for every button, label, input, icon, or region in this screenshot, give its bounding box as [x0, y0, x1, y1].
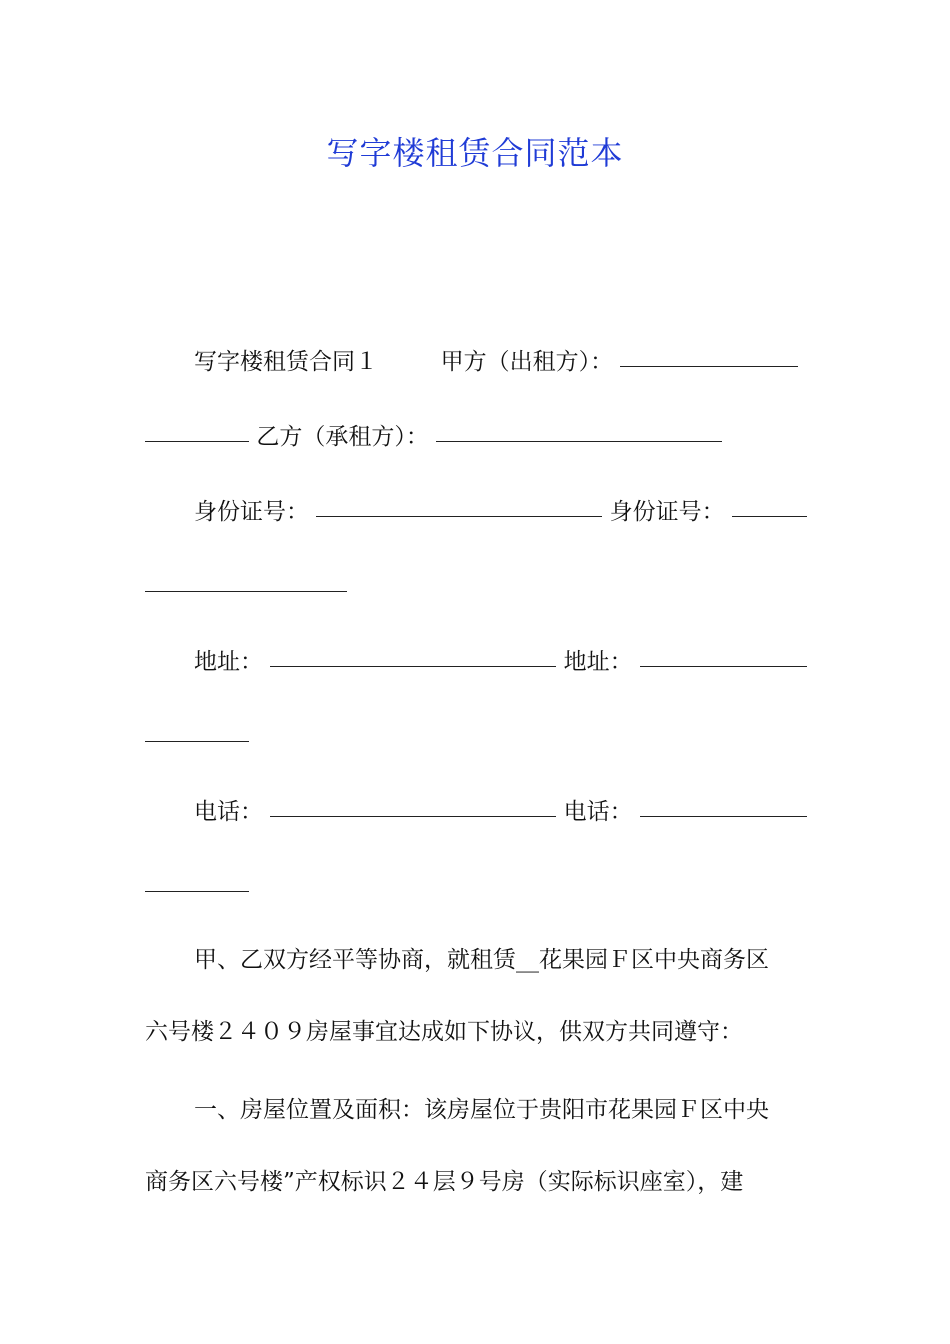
address-label-a: 地址： [194, 649, 263, 675]
id-label-b: 身份证号： [609, 499, 725, 525]
party-b-line [145, 415, 807, 455]
id-blank-b[interactable] [732, 490, 807, 517]
phone-label-a: 电话： [194, 799, 263, 825]
phone-line [194, 790, 807, 830]
id-number-continued-line [145, 565, 807, 605]
id-blank-b-continued[interactable] [145, 565, 347, 592]
address-label-b: 地址： [563, 649, 633, 675]
address-blank-b-continued[interactable] [145, 715, 249, 742]
party-a-label: 甲方（出租方）： [440, 349, 614, 375]
location-paragraph-line-1: 一、房屋位置及面积：该房屋位于贵阳市花果园Ｆ区中央 [194, 1097, 769, 1123]
agreement-paragraph-line-2: 六号楼２４０９房屋事宜达成如下协议，供双方共同遵守： [145, 1019, 743, 1045]
address-blank-a[interactable] [270, 640, 556, 667]
phone-blank-a[interactable] [270, 790, 556, 817]
id-label-a: 身份证号： [194, 499, 309, 525]
phone-blank-b-continued[interactable] [145, 865, 249, 892]
id-blank-a[interactable] [316, 490, 602, 517]
party-b-label: 乙方（承租方）： [256, 424, 429, 450]
location-paragraph-line-2: 商务区六号楼”产权标识２４层９号房（实际标识座室），建 [145, 1169, 744, 1195]
agreement-paragraph-line-1: 甲、乙双方经平等协商，就租赁__花果园Ｆ区中央商务区 [194, 947, 769, 973]
id-number-line [194, 490, 807, 530]
phone-blank-b[interactable] [640, 790, 807, 817]
party-a-blank[interactable] [620, 340, 798, 367]
phone-continued-line [145, 865, 807, 905]
page-title: 写字楼租赁合同范本 [326, 134, 624, 172]
party-a-blank-continued[interactable] [145, 415, 249, 442]
phone-label-b: 电话： [563, 799, 633, 825]
contract-label: 写字楼租赁合同１ [194, 349, 378, 375]
contract-header-line [194, 340, 807, 380]
address-continued-line [145, 715, 807, 755]
address-blank-b[interactable] [640, 640, 807, 667]
address-line [194, 640, 807, 680]
party-b-blank[interactable] [436, 415, 722, 442]
